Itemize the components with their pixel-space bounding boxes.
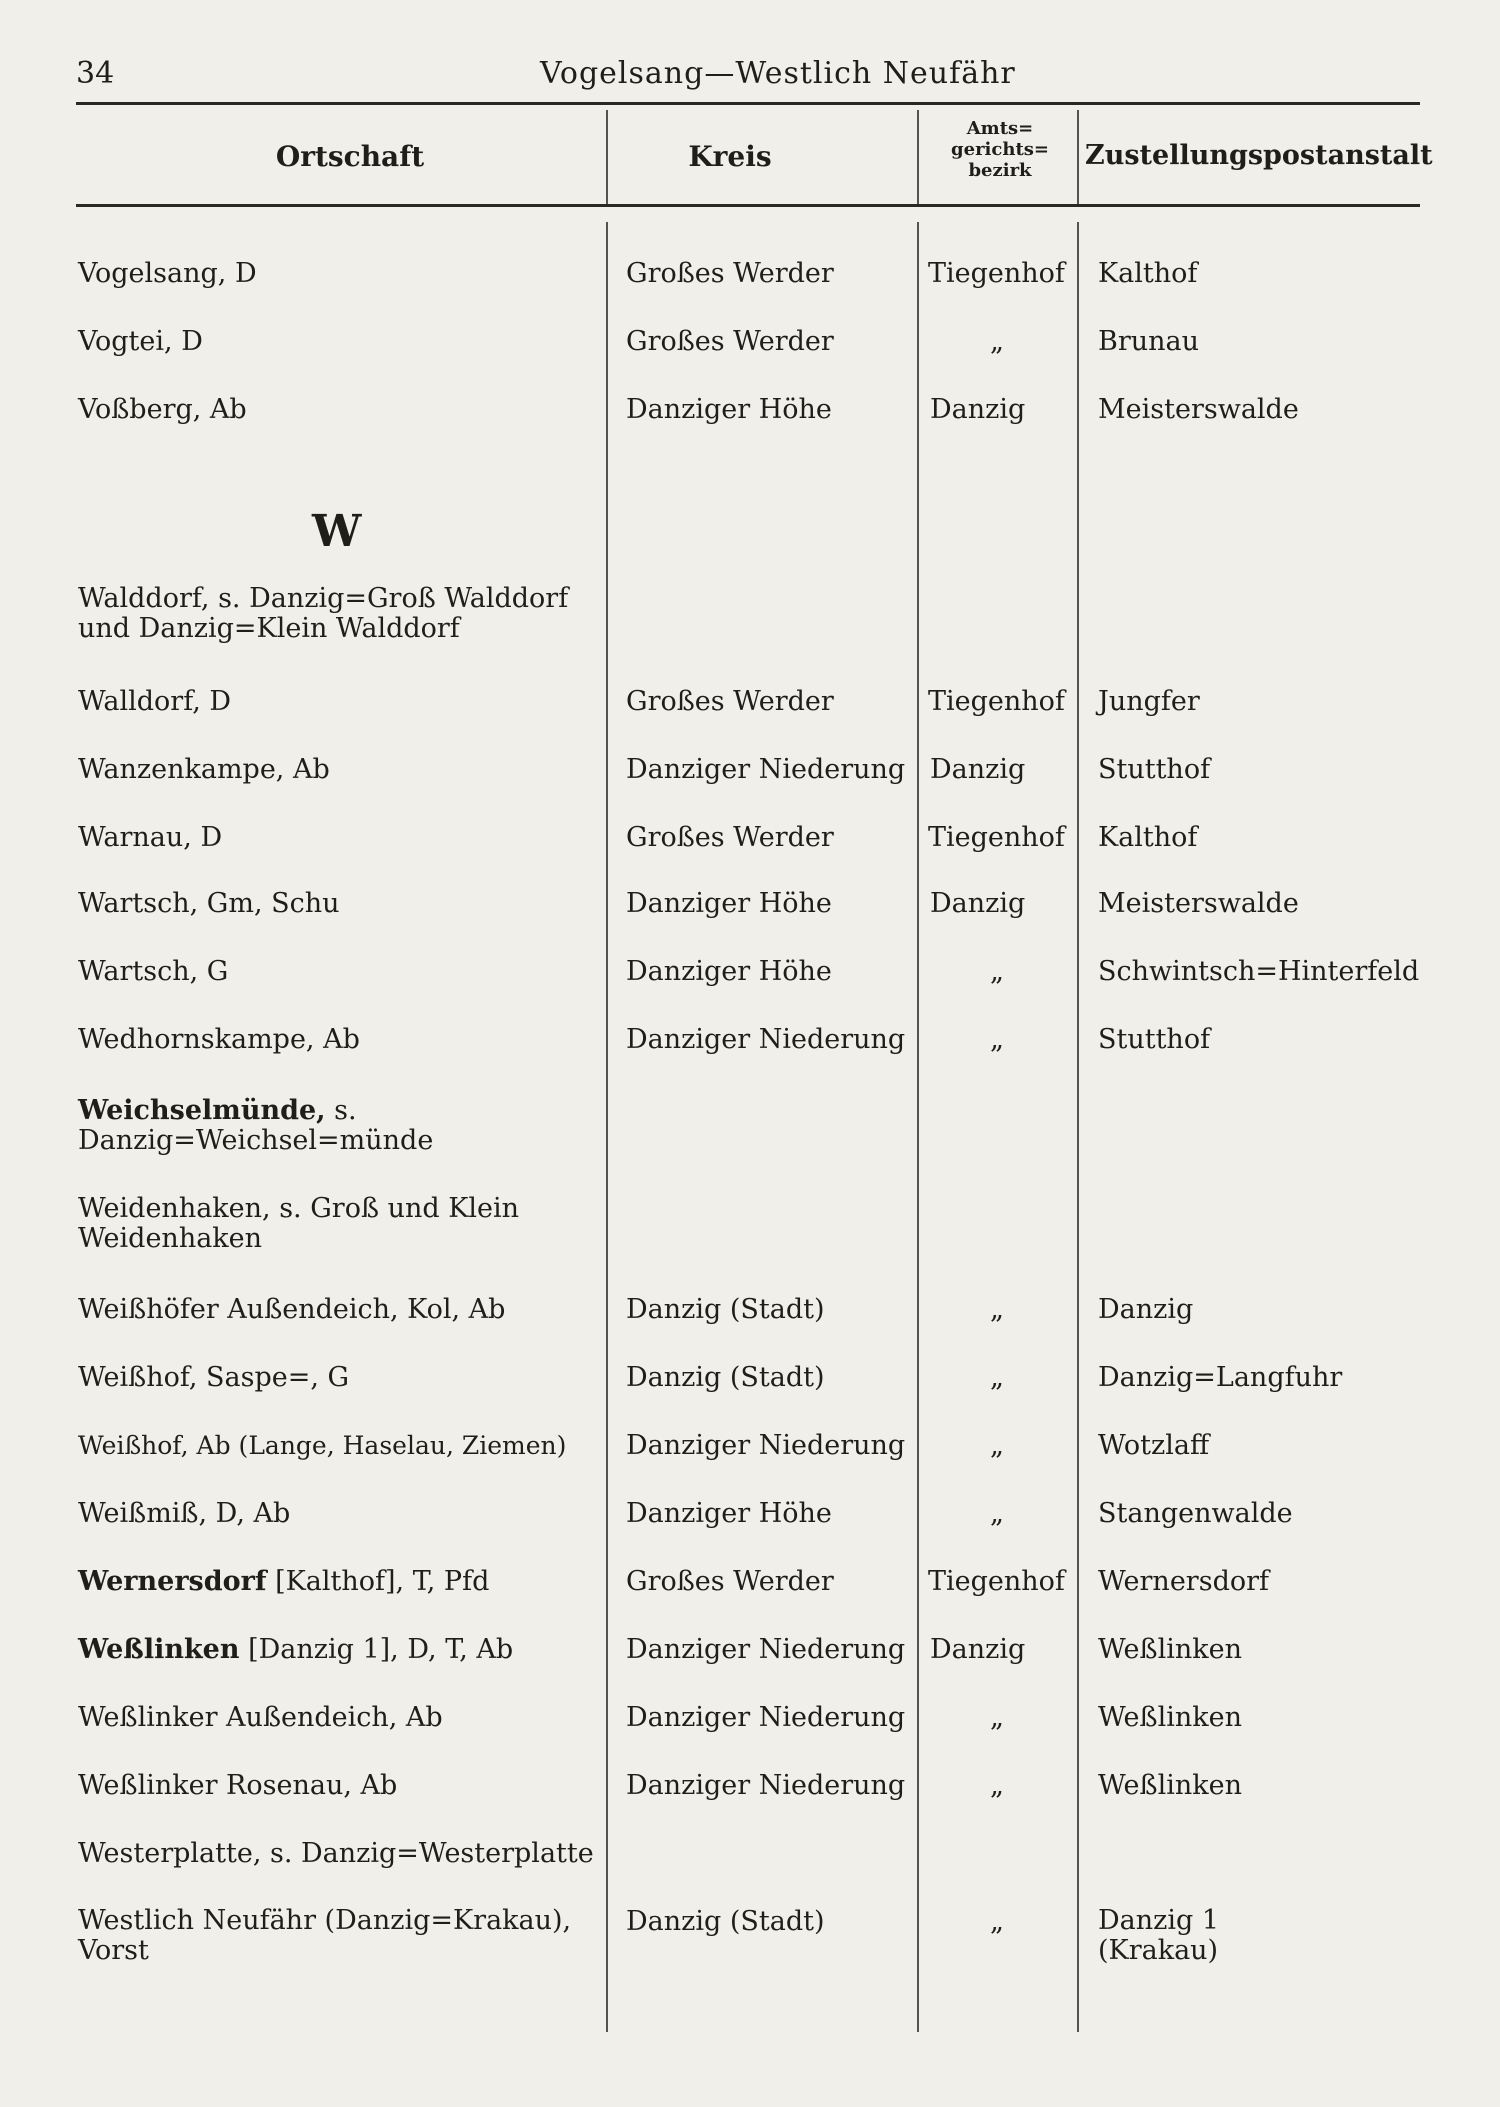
cell-zustellung: Weßlinken [1098,1770,1242,1801]
section-letter: W [312,506,362,557]
cell-kreis: Danziger Niederung [626,1702,906,1733]
cell-kreis: Danziger Niederung [626,1634,906,1665]
cell-ortschaft: Walldorf, D [78,686,232,717]
cell-amtsgericht: Danzig [930,394,1026,425]
cell-kreis: Großes Werder [626,822,834,853]
cell-amtsgericht: „ [990,326,1004,357]
cell-ortschaft [78,1096,598,1156]
cell-amtsgericht: „ [990,956,1004,987]
cell-kreis: Großes Werder [626,326,834,357]
cell-ortschaft: Wanzenkampe, Ab [78,754,330,785]
page-number: 34 [76,56,115,91]
cell-amtsgericht: „ [990,1294,1004,1325]
cell-kreis: Danzig (Stadt) [626,1362,825,1393]
cell-zustellung: Weßlinken [1098,1702,1242,1733]
cell-kreis: Danziger Niederung [626,1430,906,1461]
column-divider-kreis [606,222,608,2032]
running-title: Vogelsang—Westlich Neufähr [540,56,1016,91]
cell-kreis: Danziger Höhe [626,394,832,425]
cell-amtsgericht: Tiegenhof [928,686,1065,717]
cell-ortschaft: Weißmiß, D, Ab [78,1498,291,1529]
cell-ortschaft: Westerplatte, s. Danzig=Westerplatte [78,1838,594,1869]
cell-amtsgericht: „ [990,1498,1004,1529]
cell-zustellung: Wernersdorf [1098,1566,1270,1597]
cell-ortschaft: Wartsch, Gm, Schu [78,888,340,919]
cell-kreis: Danziger Höhe [626,1498,832,1529]
cell-zustellung: Kalthof [1098,822,1198,853]
cell-zustellung: Jungfer [1098,686,1200,717]
header-rule [76,204,1420,207]
cell-zustellung: Schwintsch=Hinterfeld [1098,956,1420,987]
column-divider-amt [917,222,919,2032]
divider [917,110,919,204]
column-divider-zustellung [1077,222,1079,2032]
top-rule [76,102,1420,105]
cell-ortschaft-bold: Weßlinken [78,1634,240,1665]
cell-ortschaft: Weßlinker Rosenau, Ab [78,1770,398,1801]
cell-amtsgericht: Danzig [930,888,1026,919]
cell-zustellung: Meisterswalde [1098,888,1299,919]
cell-ortschaft-rest: [Kalthof], T, Pfd [275,1566,490,1597]
cell-amtsgericht: Danzig [930,754,1026,785]
column-header-zustellung: Zustellungspostanstalt [1085,140,1433,171]
cell-kreis: Danziger Niederung [626,754,906,785]
cell-amtsgericht: Tiegenhof [928,1566,1065,1597]
cell-kreis: Danzig (Stadt) [626,1294,825,1325]
divider [606,110,608,204]
cell-amtsgericht: Danzig [930,1634,1026,1665]
cell-kreis: Großes Werder [626,258,834,289]
cell-zustellung: Meisterswalde [1098,394,1299,425]
cell-amtsgericht: „ [990,1024,1004,1055]
cell-ortschaft: Westlich Neufähr (Danzig=Krakau), Vorst [78,1905,572,1966]
cell-ortschaft: Weidenhaken, s. Groß und Klein Weidenhaken [78,1193,520,1254]
cell-ortschaft: Walddorf, s. Danzig=Groß Walddorf und Danzig=Klein Walddorf [78,583,569,644]
cell-ortschaft: Vogtei, D [78,326,203,357]
cell-amtsgericht: „ [990,1430,1004,1461]
column-header-ortschaft: Ortschaft [275,140,425,173]
cell-zustellung: Danzig [1098,1294,1194,1325]
cell-ortschaft-rest: [Danzig 1], D, T, Ab [248,1634,514,1665]
cell-ortschaft: Wedhornskampe, Ab [78,1024,360,1055]
cell-amtsgericht: „ [990,1702,1004,1733]
cell-zustellung: Stutthof [1098,1024,1211,1055]
cell-zustellung: Danzig=Langfuhr [1098,1362,1343,1393]
cell-ortschaft: Wartsch, G [78,956,229,987]
cell-ortschaft: Vogelsang, D [78,258,257,289]
cell-zustellung: Danzig 1 (Krakau) [1098,1905,1220,1966]
cell-ortschaft: Warnau, D [78,822,223,853]
cell-ortschaft-bold: Wernersdorf [78,1566,267,1597]
cell-zustellung: Brunau [1098,326,1200,357]
cell-zustellung: Stutthof [1098,754,1211,785]
cell-ortschaft [78,1634,513,1666]
cell-kreis: Danziger Höhe [626,956,832,987]
cell-amtsgericht: „ [990,1770,1004,1801]
cell-kreis: Großes Werder [626,686,834,717]
cell-amtsgericht: „ [990,1906,1004,1937]
cell-ortschaft: Voßberg, Ab [78,394,247,425]
column-header-kreis: Kreis [688,140,772,173]
cell-kreis: Danziger Niederung [626,1024,906,1055]
cell-ortschaft: Weißhöfer Außendeich, Kol, Ab [78,1294,506,1325]
cell-zustellung: Kalthof [1098,258,1198,289]
cell-ortschaft: Weßlinker Außendeich, Ab [78,1702,443,1733]
cell-ortschaft-rest: s. Danzig=Weichsel=münde [78,1095,434,1156]
cell-zustellung: Wotzlaff [1098,1430,1210,1461]
cell-zustellung: Weßlinken [1098,1634,1242,1665]
cell-ortschaft-bold: Weichselmünde, [78,1095,326,1126]
cell-ortschaft: Weißhof, Ab (Lange, Haselau, Ziemen) [78,1431,567,1460]
cell-ortschaft: Weißhof, Saspe=, G [78,1362,350,1393]
divider [1077,110,1079,204]
cell-zustellung: Stangenwalde [1098,1498,1293,1529]
cell-kreis: Großes Werder [626,1566,834,1597]
cell-kreis: Danziger Höhe [626,888,832,919]
column-header-amtsgericht: Amts= gerichts= bezirk [951,118,1049,181]
cell-kreis: Danzig (Stadt) [626,1906,825,1937]
cell-amtsgericht: „ [990,1362,1004,1393]
cell-amtsgericht: Tiegenhof [928,258,1065,289]
cell-amtsgericht: Tiegenhof [928,822,1065,853]
cell-kreis: Danziger Niederung [626,1770,906,1801]
cell-ortschaft [78,1566,489,1598]
